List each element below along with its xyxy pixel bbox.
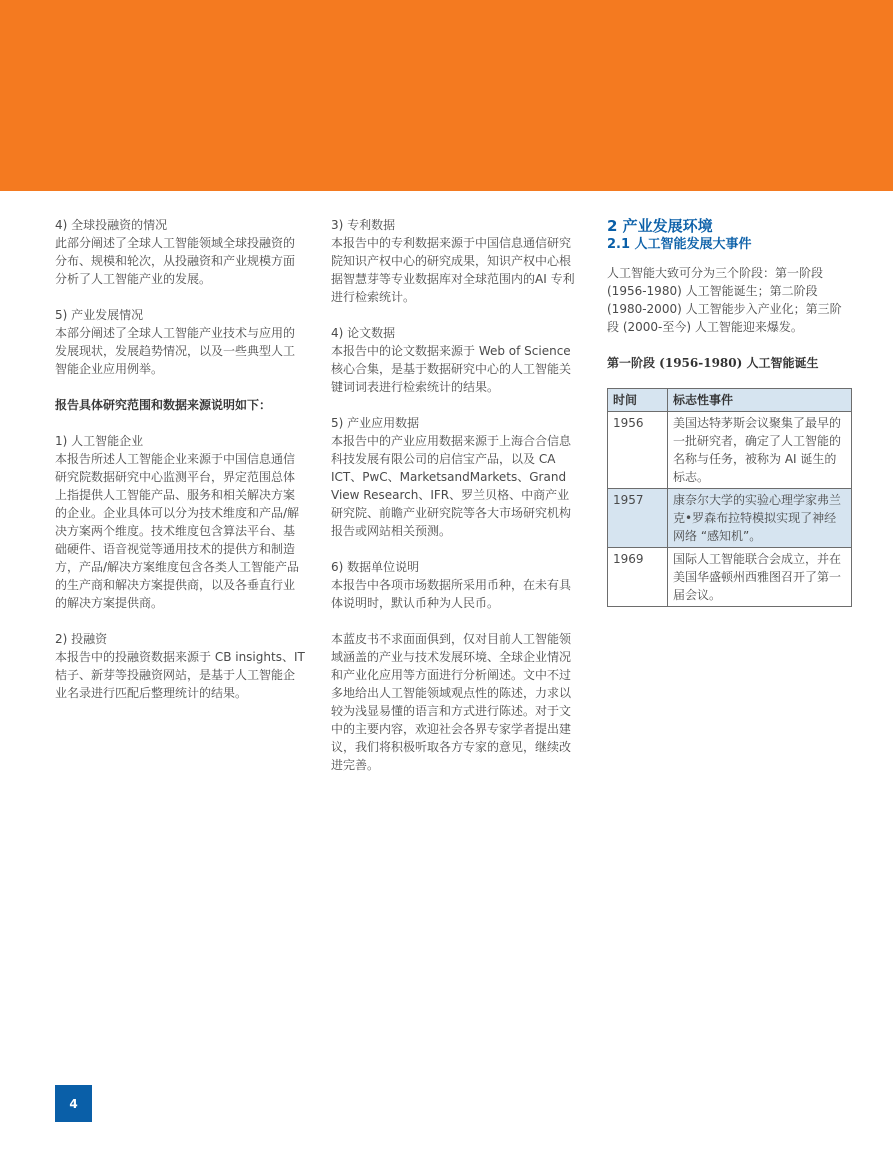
year-cell: 1957 <box>608 489 668 548</box>
paragraph: 此部分阐述了全球人工智能领域全球投融资的分布、规模和轮次，从投融资和产业规模方面分析了人工智能产业的发展。 <box>55 236 296 286</box>
table-row <box>608 489 852 548</box>
year-cell: 1956 <box>608 412 668 489</box>
event-cell: 美国达特茅斯会议聚集了最早的一批研究者，确定了人工智能的名称与任务，被称为 AI 诞生的标志。 <box>668 412 852 489</box>
section-heading: 2.1 人工智能发展大事件 <box>607 237 752 252</box>
paragraph: 本报告所述人工智能企业来源于中国信息通信研究院数据研究中心监测平台，界定范围总体上指提供人工智能产品、服务和相关解决方案的企业。企业具体可以分为技术维度和产品/解决方案两个维度。技术维度包含算法平台、基础硬件、语音视觉等通用技术的提供方和制造方，产品/解决方案维度包含各类人工智能产品的生产商和解决方案提供商，以及各垂直行业的解决方案提供商。 <box>55 452 300 610</box>
section-title: 6) 数据单位说明 <box>331 560 420 574</box>
page-number: 4 <box>55 1085 92 1122</box>
chapter-heading: 2 产业发展环境 <box>607 217 713 235</box>
paragraph: 本报告中的产业应用数据来源于上海合合信息科技发展有限公司的启信宝产品，以及 CA ICT、PwC、MarketsandMarkets、Grand View Research、IFR、罗兰贝格、中商产业研究院、前瞻产业研究院等各大市场研究机构报告或网站相关预测。 <box>331 434 572 538</box>
paragraph: 本部分阐述了全球人工智能产业技术与应用的发展现状，发展趋势情况，以及一些典型人工智能企业应用例举。 <box>55 326 296 376</box>
left-column <box>55 216 305 702</box>
closing-paragraph: 本蓝皮书不求面面俱到，仅对目前人工智能领域涵盖的产业与技术发展环境、全球企业情况和产业化应用等方面进行分析阐述。文中不过多地给出人工智能领域观点性的陈述，力求以较为浅显易懂的语言和方式进行陈述。对于文中的主要内容，欢迎社会各界专家学者提出建议，我们将积极听取各方专家的意见，继续改进完善。 <box>331 632 572 772</box>
table-row <box>608 412 852 489</box>
header-banner <box>0 0 893 191</box>
event-cell: 康奈尔大学的实验心理学家弗兰克•罗森布拉特模拟实现了神经网络 “感知机”。 <box>668 489 852 548</box>
intro-paragraph: 人工智能大致可分为三个阶段：第一阶段 (1956-1980) 人工智能诞生；第二阶段 (1980-2000) 人工智能步入产业化；第三阶段 (2000-至今) 人工智能迎来爆发。 <box>607 266 842 334</box>
year-cell: 1969 <box>608 548 668 607</box>
paragraph: 本报告中的专利数据来源于中国信息通信研究院知识产权中心的研究成果，知识产权中心根据智慧芽等专业数据库对全球范围内的AI 专利进行检索统计。 <box>331 236 575 304</box>
table-header-cell: 时间 <box>608 389 668 412</box>
paragraph: 本报告中各项市场数据所采用币种，在未有具体说明时，默认币种为人民币。 <box>331 578 572 610</box>
section-title: 4) 全球投融资的情况 <box>55 218 168 232</box>
section-title: 5) 产业应用数据 <box>331 416 420 430</box>
middle-column <box>331 216 581 774</box>
paragraph: 本报告中的投融资数据来源于 CB insights、IT桔子、新芽等投融资网站，是基于人工智能企业名录进行匹配后整理统计的结果。 <box>55 650 305 700</box>
phase-heading: 第一阶段 (1956-1980) 人工智能诞生 <box>607 356 819 370</box>
events-table <box>607 388 852 607</box>
right-column <box>607 216 852 607</box>
section-title: 5) 产业发展情况 <box>55 308 144 322</box>
section-title: 3) 专利数据 <box>331 218 396 232</box>
paragraph: 本报告中的论文数据来源于 Web of Science 核心合集，是基于数据研究中心的人工智能关键词词表进行检索统计的结果。 <box>331 344 572 394</box>
table-header-cell: 标志性事件 <box>668 389 852 412</box>
section-title: 2) 投融资 <box>55 632 108 646</box>
table-row <box>608 548 852 607</box>
section-title: 4) 论文数据 <box>331 326 396 340</box>
scope-heading: 报告具体研究范围和数据来源说明如下： <box>55 398 272 412</box>
event-cell: 国际人工智能联合会成立，并在美国华盛顿州西雅图召开了第一届会议。 <box>668 548 852 607</box>
section-title: 1) 人工智能企业 <box>55 434 144 448</box>
table-header-row <box>608 389 852 412</box>
